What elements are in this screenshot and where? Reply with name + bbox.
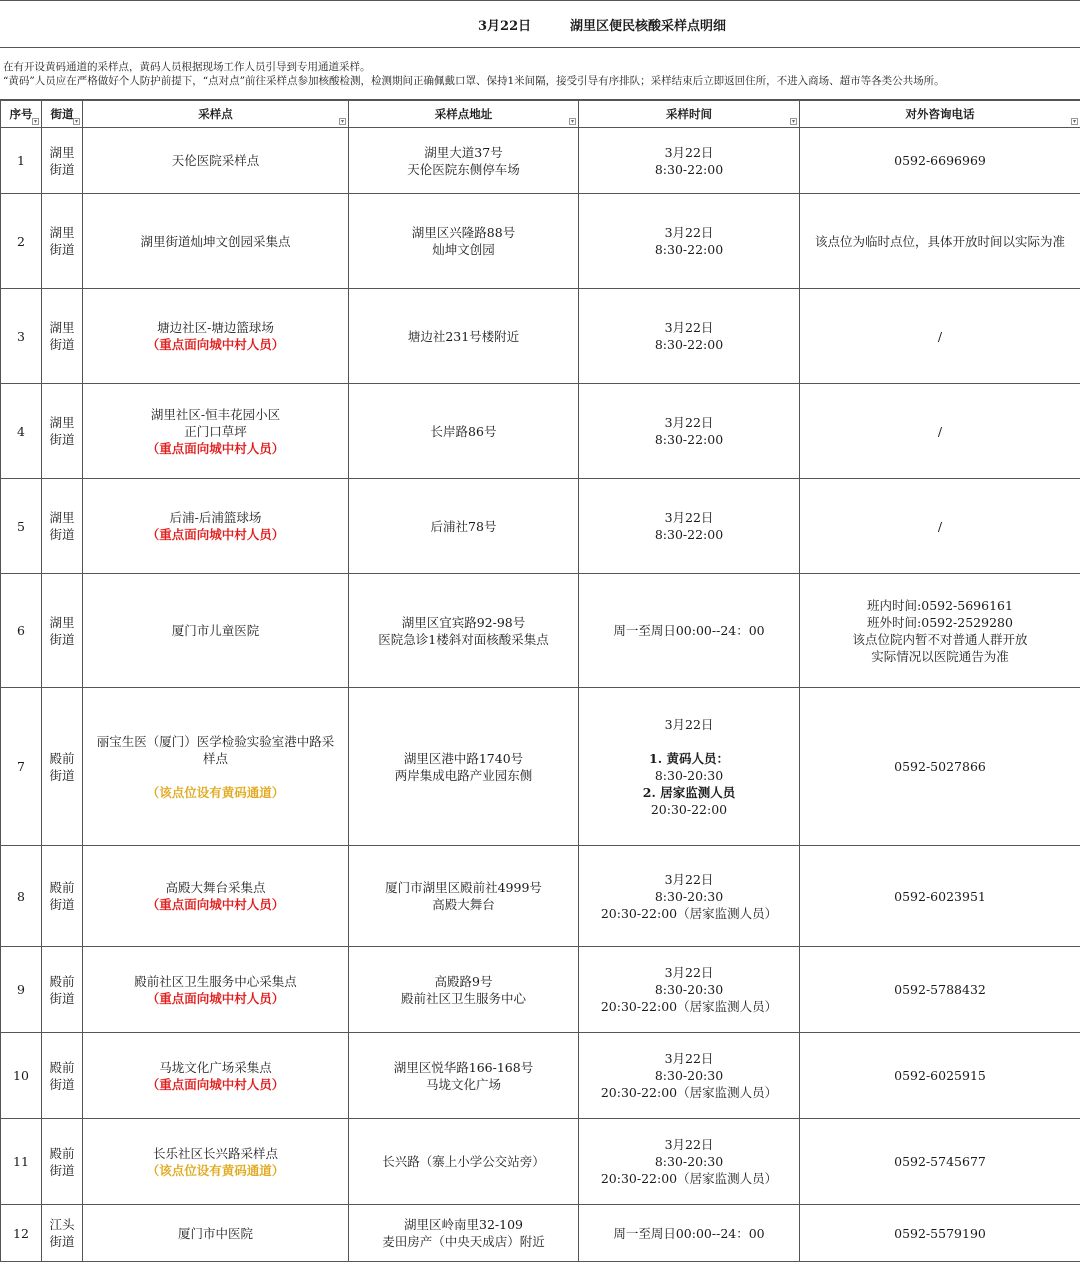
street-name: 湖里 [44,144,80,161]
cell-street [42,289,83,384]
cell-phone [800,1119,1080,1205]
address-line: 马垅文化广场 [351,1076,576,1093]
street-suffix: 街道 [44,431,80,448]
phone-line: 该点位为临时点位，具体开放时间以实际为准 [802,233,1078,250]
priority-note: （重点面向城中村人员） [85,440,346,457]
cell-site [83,1205,349,1262]
table-row [1,479,1080,574]
cell-site [83,846,349,947]
phone-line: / [802,423,1078,440]
cell-address [349,479,579,574]
priority-note: （重点面向城中村人员） [85,1076,346,1093]
table-row [1,194,1080,289]
cell-address [349,574,579,688]
cell-site [83,947,349,1033]
phone-line: 0592-6696969 [802,152,1078,169]
cell-seq: 11 [1,1119,42,1205]
filter-dropdown-icon[interactable]: ▾ [32,118,39,125]
time-date: 3月22日 [581,144,797,161]
cell-time [579,688,800,846]
phone-line: 0592-6023951 [802,888,1078,905]
table-row [1,846,1080,947]
phone-line: 0592-6025915 [802,1067,1078,1084]
table-row [1,947,1080,1033]
time-range: 20:30-22:00（居家监测人员） [581,905,797,922]
address-line: 湖里区宜宾路92-98号 [351,614,576,631]
cell-site [83,688,349,846]
time-range: 8:30-20:30 [581,888,797,905]
cell-address [349,128,579,194]
time-date: 3月22日 [581,224,797,241]
site-name: 殿前社区卫生服务中心采集点 [85,973,346,990]
cell-time [579,128,800,194]
time-range: 8:30-22:00 [581,431,797,448]
table-row [1,128,1080,194]
street-suffix: 街道 [44,1162,80,1179]
street-name: 湖里 [44,414,80,431]
yellow-code-note: （该点位设有黄码通道） [85,1162,346,1179]
table-row [1,574,1080,688]
cell-site [83,128,349,194]
time-date: 3月22日 [581,1136,797,1153]
time-range: 20:30-22:00（居家监测人员） [581,1084,797,1101]
site-name-cont: 正门口草坪 [85,423,346,440]
phone-line: 班外时间:0592-2529280 [802,614,1078,631]
phone-line: 该点位院内暂不对普通人群开放 [802,631,1078,648]
filter-dropdown-icon[interactable]: ▾ [790,118,797,125]
address-line: 灿坤文创园 [351,241,576,258]
time-date: 3月22日 [581,964,797,981]
address-line: 殿前社区卫生服务中心 [351,990,576,1007]
cell-street [42,1119,83,1205]
cell-seq: 8 [1,846,42,947]
street-name: 殿前 [44,1145,80,1162]
column-header-address: 采样点地址 ▾ [349,101,579,128]
title-row [0,0,1080,48]
cell-seq: 4 [1,384,42,479]
phone-line: / [802,518,1078,535]
cell-site [83,574,349,688]
time-date: 周一至周日00:00--24：00 [581,622,797,639]
table-row [1,1033,1080,1119]
cell-street [42,384,83,479]
time-date: 3月22日 [581,509,797,526]
cell-time [579,194,800,289]
time-group-label: 2. 居家监测人员 [581,784,797,801]
cell-address [349,1205,579,1262]
priority-note: （重点面向城中村人员） [85,336,346,353]
cell-site [83,289,349,384]
street-suffix: 街道 [44,1233,80,1250]
cell-street [42,574,83,688]
cell-seq: 6 [1,574,42,688]
street-name: 殿前 [44,973,80,990]
notice-text [0,48,1080,100]
cell-address [349,194,579,289]
address-line: 医院急诊1楼斜对面核酸采集点 [351,631,576,648]
site-name: 高殿大舞台采集点 [85,879,346,896]
address-line: 高殿路9号 [351,973,576,990]
cell-time [579,1205,800,1262]
time-range: 20:30-22:00（居家监测人员） [581,998,797,1015]
street-suffix: 街道 [44,336,80,353]
address-line: 湖里区悦华路166-168号 [351,1059,576,1076]
cell-phone [800,194,1080,289]
cell-seq: 7 [1,688,42,846]
cell-street [42,194,83,289]
time-date: 3月22日 [581,871,797,888]
priority-note: （重点面向城中村人员） [85,896,346,913]
priority-note: （重点面向城中村人员） [85,526,346,543]
cell-phone [800,574,1080,688]
time-date: 3月22日 [581,1050,797,1067]
phone-line: 实际情况以医院通告为准 [802,648,1078,665]
time-range: 8:30-22:00 [581,526,797,543]
phone-line: 0592-5788432 [802,981,1078,998]
time-range: 20:30-22:00 [581,801,797,818]
address-line: 塘边社231号楼附近 [351,328,576,345]
site-name: 厦门市儿童医院 [85,622,346,639]
cell-time [579,1119,800,1205]
address-line: 湖里大道37号 [351,144,576,161]
filter-dropdown-icon[interactable]: ▾ [1071,118,1078,125]
cell-address [349,1119,579,1205]
street-suffix: 街道 [44,526,80,543]
column-header-site: 采样点 ▾ [83,101,349,128]
cell-phone [800,479,1080,574]
cell-phone [800,289,1080,384]
cell-phone [800,1205,1080,1262]
notice-line-1: 在有开设黄码通道的采样点，黄码人员根据现场工作人员引导到专用通道采样。 [3,60,1080,74]
cell-address [349,1033,579,1119]
cell-seq: 10 [1,1033,42,1119]
street-name: 殿前 [44,1059,80,1076]
cell-phone [800,947,1080,1033]
table-header-row [1,101,1080,128]
street-name: 湖里 [44,224,80,241]
cell-seq: 3 [1,289,42,384]
column-header-phone: 对外咨询电话 ▾ [800,101,1080,128]
cell-street [42,128,83,194]
cell-address [349,688,579,846]
table-row [1,1119,1080,1205]
table-row [1,1205,1080,1262]
cell-time [579,1033,800,1119]
cell-site [83,1119,349,1205]
street-suffix: 街道 [44,241,80,258]
time-range: 20:30-22:00（居家监测人员） [581,1170,797,1187]
cell-time [579,574,800,688]
time-range: 8:30-22:00 [581,241,797,258]
street-name: 殿前 [44,750,80,767]
filter-dropdown-icon[interactable]: ▾ [339,118,346,125]
cell-street [42,688,83,846]
cell-site [83,384,349,479]
time-group-label: 1. 黄码人员： [581,750,797,767]
title-date: 3月22日 [478,15,531,34]
filter-dropdown-icon[interactable]: ▾ [73,118,80,125]
phone-line: 0592-5579190 [802,1225,1078,1242]
time-date: 3月22日 [581,716,797,733]
street-suffix: 街道 [44,631,80,648]
cell-site [83,194,349,289]
site-name: 厦门市中医院 [85,1225,346,1242]
cell-phone [800,384,1080,479]
cell-address [349,384,579,479]
column-header-street: 街道 ▾ [42,101,83,128]
site-name: 塘边社区-塘边篮球场 [85,319,346,336]
phone-line: 0592-5745677 [802,1153,1078,1170]
site-name: 长乐社区长兴路采样点 [85,1145,346,1162]
notice-line-2: “黄码”人员应在严格做好个人防护前提下，“点对点”前往采样点参加核酸检测，检测期间正确佩戴口罩、保持1米间隔，接受引导有序排队；采样结束后立即返回住所，不进入商场、超市等各类公共场所。 [3,74,1080,88]
cell-address [349,846,579,947]
cell-time [579,479,800,574]
cell-phone [800,1033,1080,1119]
site-name-cont: 样点 [85,750,346,767]
cell-seq: 12 [1,1205,42,1262]
street-name: 湖里 [44,614,80,631]
priority-note: （重点面向城中村人员） [85,990,346,1007]
site-name: 丽宝生医（厦门）医学检验实验室港中路采 [85,733,346,750]
column-header-time: 采样时间 ▾ [579,101,800,128]
address-line: 湖里区港中路1740号 [351,750,576,767]
site-name: 后浦-后浦篮球场 [85,509,346,526]
time-range: 8:30-20:30 [581,767,797,784]
time-date: 3月22日 [581,414,797,431]
address-line: 天伦医院东侧停车场 [351,161,576,178]
street-name: 湖里 [44,509,80,526]
time-range: 8:30-22:00 [581,161,797,178]
sampling-sites-table [0,100,1080,1262]
time-range: 8:30-20:30 [581,1153,797,1170]
time-date: 3月22日 [581,319,797,336]
cell-seq: 9 [1,947,42,1033]
phone-line: / [802,328,1078,345]
time-range: 8:30-22:00 [581,336,797,353]
cell-seq: 5 [1,479,42,574]
address-line: 厦门市湖里区殿前社4999号 [351,879,576,896]
site-name: 湖里社区-恒丰花园小区 [85,406,346,423]
cell-seq: 1 [1,128,42,194]
street-name: 湖里 [44,319,80,336]
column-header-seq: 序号 ▾ [1,101,42,128]
site-name: 天伦医院采样点 [85,152,346,169]
address-line: 湖里区岭南里32-109 [351,1216,576,1233]
address-line: 麦田房产（中央天成店）附近 [351,1233,576,1250]
cell-street [42,846,83,947]
site-name: 湖里街道灿坤文创园采集点 [85,233,346,250]
address-line: 高殿大舞台 [351,896,576,913]
cell-phone [800,846,1080,947]
cell-street [42,479,83,574]
address-line: 长兴路（寨上小学公交站旁） [351,1153,576,1170]
street-suffix: 街道 [44,1076,80,1093]
table-row [1,289,1080,384]
street-name: 殿前 [44,879,80,896]
cell-time [579,289,800,384]
address-line: 后浦社78号 [351,518,576,535]
street-suffix: 街道 [44,990,80,1007]
address-line: 湖里区兴隆路88号 [351,224,576,241]
time-range: 8:30-20:30 [581,981,797,998]
address-line: 两岸集成电路产业园东侧 [351,767,576,784]
cell-phone [800,128,1080,194]
cell-address [349,947,579,1033]
phone-line: 班内时间:0592-5696161 [802,597,1078,614]
table-row [1,384,1080,479]
table-row [1,688,1080,846]
cell-address [349,289,579,384]
address-line: 长岸路86号 [351,423,576,440]
phone-line: 0592-5027866 [802,758,1078,775]
time-range: 8:30-20:30 [581,1067,797,1084]
page-title: 湖里区便民核酸采样点明细 [570,15,726,34]
time-date: 周一至周日00:00--24：00 [581,1225,797,1242]
cell-seq: 2 [1,194,42,289]
cell-time [579,384,800,479]
cell-street [42,1033,83,1119]
cell-street [42,947,83,1033]
street-suffix: 街道 [44,896,80,913]
cell-time [579,947,800,1033]
street-suffix: 街道 [44,161,80,178]
site-name: 马垅文化广场采集点 [85,1059,346,1076]
cell-street [42,1205,83,1262]
cell-site [83,479,349,574]
yellow-code-note: （该点位设有黄码通道） [85,784,346,801]
street-suffix: 街道 [44,767,80,784]
filter-dropdown-icon[interactable]: ▾ [569,118,576,125]
cell-site [83,1033,349,1119]
cell-phone [800,688,1080,846]
cell-time [579,846,800,947]
street-name: 江头 [44,1216,80,1233]
